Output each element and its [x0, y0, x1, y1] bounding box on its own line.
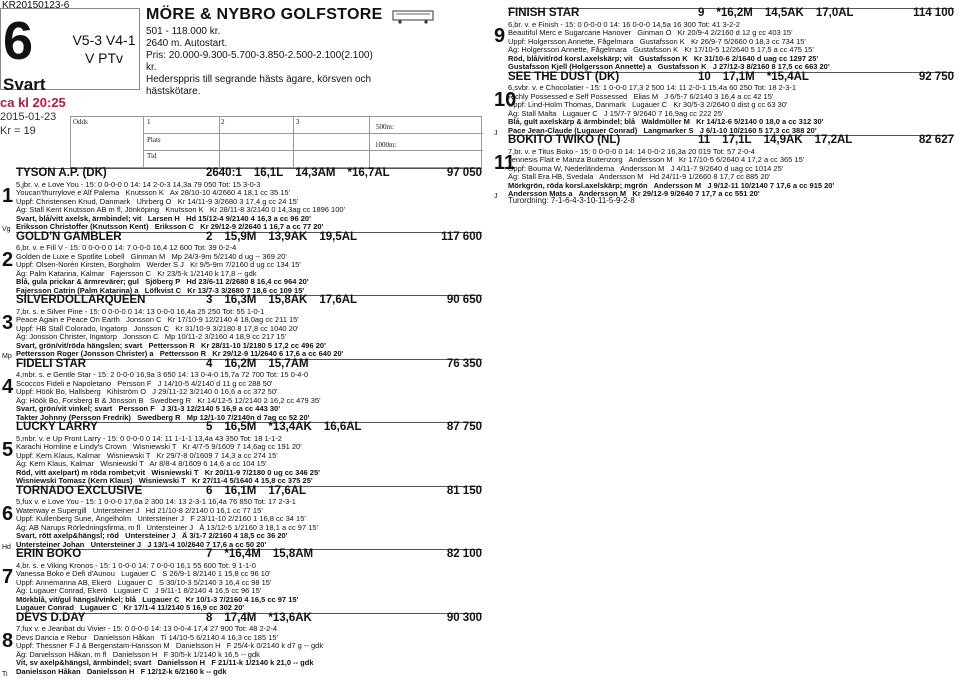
horse-pedigree-line: 5,mbr. v. e Up Front Larry - 15: 0 0-0-0 0 14: 11 1-1-1 13,4a 43 350 Tot: 18 1-1-2 — [16, 434, 282, 443]
horse-info-line: Svart, rött axelp&hängsl; röd Untersteiner J Å 3/1-7 2/2160 4 18,5 cc 36 20' — [16, 532, 288, 540]
start-number: 5 — [2, 439, 14, 461]
horse-info-line: Uppf: Höök Bo, Hallsberg Kihlström Ö J 29/11-12 3/2140 0 16,6 a cc 372 50' — [16, 388, 278, 396]
horse-rec4: 19,5AL — [319, 230, 358, 243]
horse-info-line: Äg: Holgersson Annette, Fågelmara Gustafsson K Kr 17/10-5 12/2640 5 17,5 a cc 475 15' — [508, 46, 814, 54]
horse-rec2: 16,1M — [224, 484, 257, 497]
horse-entry — [2, 167, 482, 233]
horse-name-row — [16, 486, 482, 499]
odds-500m: 500m: — [376, 123, 394, 131]
horse-records — [206, 169, 447, 177]
race-prizes: Pris: 20.000-9.300-5.700-3.850-2.500-2.100(2.100) kr. — [146, 50, 373, 73]
horse-name-row — [508, 135, 954, 148]
horse-rec3: 15,7AM — [268, 357, 309, 370]
horse-name: DEVS D.DAY — [16, 611, 86, 624]
horse-info-line: Uppf: Kern Klaus, Kalmar Wisniewski T Kr 29/7-8 0/1609 7 14,3 a cc 274 15' — [16, 451, 278, 460]
horse-pedigree-line: 6,br. v. e Fill V - 15: 0 0-0-0 0 14: 7 0-0-0 16,4 12 600 Tot: 39 0-2-4 — [16, 244, 237, 252]
horse-rec1: 9 — [698, 7, 705, 19]
horse-info-line: Untersteiner Johan Untersteiner J J 13/1-4 10/2640 7 17,6 a cc 50 20' — [16, 540, 267, 549]
horse-prize: 81 150 — [446, 484, 482, 497]
odds-col-1: 1 — [147, 118, 151, 126]
horse-records — [206, 611, 447, 624]
race-time — [0, 96, 70, 138]
start-number: 10 — [494, 88, 517, 111]
horse-info-line: Uppf: Christensen Knud, Danmark Uhrberg O Kr 14/11-9 3/2680 3 17,4 g cc 24 15' — [16, 197, 299, 206]
horse-rec3: *13,6AK — [268, 611, 312, 624]
horse-rec1: 2640:1 — [206, 167, 242, 179]
horse-records — [206, 550, 447, 558]
race-type-line2: V PTv — [84, 50, 124, 66]
horse-entry — [2, 294, 482, 360]
horse-info-line: Beautiful Merc e Sugarcane Hanover Ginman O Kr 20/9-4 2/2160 d 12 g cc 403 15' — [508, 29, 793, 37]
horse-prize: 90 650 — [446, 294, 482, 306]
horse-records — [698, 70, 919, 83]
race-honor: Hedersppris till segrande hästs ägare, körsven och hästskötare. — [146, 74, 372, 97]
auto-start-car-icon — [392, 8, 436, 24]
horse-rec3: 15,8AM — [272, 548, 314, 560]
race-heading — [146, 6, 386, 98]
horse-pedigree-line: 4,mbr. s. e Gentle Star - 15: 2 0-0-0 16,9a 3 650 14: 13 0-4-0 15,7a 72 700 Tot: 15 0-4-0 — [16, 371, 309, 379]
horse-name: SILVERDOLLARQUEEN — [16, 294, 146, 306]
race-name: MÖRE & NYBRO GOLFSTORE — [146, 6, 383, 23]
race-code: KR20150123-6 — [2, 0, 70, 11]
horse-info-line: Golden de Luxe e Spotlite Lobell Ginman M Mp 24/3-9m 5/2140 d ug -- 369 20' — [16, 252, 287, 261]
horse-prize: 87 750 — [446, 421, 482, 433]
horse-info-line: Svart, grön/vit vinkel; svart Persson F J 3/1-3 12/2140 5 16,9 a cc 443 30' — [16, 405, 281, 413]
horse-info-line: Vanessa Boko e Defi d'Aunou Lugauer C S 26/9-1 8/2140 1 15,8 cc 96 10' — [16, 570, 271, 578]
race-header — [0, 0, 480, 110]
horse-rec1: 10 — [698, 70, 711, 83]
horse-info-line: Äg: Kern Klaus, Kalmar Wisniewski T Ar 8/8-4 8/1609 6 14,6 a cc 104 15' — [16, 460, 267, 468]
race-number: 6 — [3, 11, 34, 71]
horse-info-line: Röd, blå/vit/röd korsl.axelskärp; vit Gustafsson K Kr 31/10-6 2/1640 d uag cc 1297 25' — [508, 54, 819, 63]
horse-info-line: Devs Dancia e Rebur Danielsson Håkan Ti 14/10-5 6/2140 4 16,3 cc 185 15' — [16, 633, 279, 642]
horse-entry — [2, 357, 482, 423]
horse-info-line: Richly Possessed e Self Possessed Elias M J 6/5-7 6/2140 3 16,4 a cc 42 15' — [508, 92, 774, 101]
track-prefix: Ti — [2, 670, 8, 678]
horse-rec2: 16,5M — [224, 421, 257, 433]
race-date: 2015-01-23 — [0, 111, 57, 123]
horse-info-line: Lugauer Conrad Lugauer C Kr 17/1-4 11/2140 5 16,9 cc 302 20' — [16, 604, 245, 612]
start-number: 7 — [2, 566, 14, 588]
horse-records — [206, 230, 441, 243]
horse-rec1: 7 — [206, 548, 213, 560]
race-prize-class: 501 - 118.000 kr. — [146, 26, 221, 37]
horse-name-row — [16, 232, 482, 245]
horse-info-line: Wisniewski Tomasz (Kern Klaus) Wisniewski T Kr 27/11-4 5/1640 4 15,8 cc 375 25' — [16, 477, 313, 485]
horse-name: FINISH STAR — [508, 7, 580, 19]
horse-prize: 90 300 — [446, 611, 482, 624]
horse-info-line: Äg: Lugauer Conrad, Ekerö Lugauer C J 9/11-1 8/2140 4 16,5 cc 96 15' — [16, 587, 262, 595]
horse-records — [206, 484, 447, 497]
odds-col-3: 3 — [296, 118, 300, 126]
horse-rec3: *15,4AL — [766, 70, 809, 83]
horse-entry — [2, 548, 482, 613]
race-type-line1: V5-3 V4-1 — [72, 32, 136, 48]
horse-records — [698, 9, 913, 17]
start-number: 1 — [2, 185, 14, 207]
horse-info-line: Äg: Stall Kent Knutsson AB m fl, Jönköping Knutsson K Kr 28/11-8 3/2140 0 14,3ag cc 1896 100' — [16, 206, 346, 214]
horse-pedigree-line: 7,fux v. e Jeanbat du Vivier - 15: 0 0-0-0 14: 13 0-0-4 17,4 27 900 Tot: 48 2-2-4 — [16, 625, 278, 633]
track-prefix: Hd — [2, 543, 11, 551]
horse-rec1: 3 — [206, 294, 213, 306]
horse-rec2: 16,2M — [224, 357, 257, 370]
horse-info-line: Takter Johnny (Persson Fredrik) Swedberg R Mp 12/1-10 7/2140n d 7ag cc 52 20' — [16, 413, 310, 422]
start-number: 3 — [2, 312, 14, 334]
horse-records — [698, 136, 919, 144]
horse-records — [206, 296, 447, 304]
horse-name-row — [16, 549, 482, 562]
horse-name: SEE THE DUST (DK) — [508, 70, 620, 83]
horse-info-line: Uppf: Olsen-Norén Kirsten, Borgholm Werder S J Kr 9/5-9m 7/2160 d ug cc 134 15' — [16, 261, 301, 269]
horse-info-line: Blå, gula prickar & ärmrevärer; gul Sjöberg P Hd 23/6-11 2/2680 8 16,4 cc 964 20' — [16, 278, 309, 286]
horse-info-line: Blå, gult axelskärp & ärmbindel; blå Waldmüller M Kr 14/12-6 5/2140 0 18,0 a cc 312 30' — [508, 118, 824, 126]
horse-rec3: 14,5AK — [764, 7, 804, 19]
horse-info-line: Danielsson Håkan Danielsson H F 12/12-k 6/2160 k -- gdk — [16, 667, 227, 676]
horse-rec1: 2 — [206, 230, 213, 243]
horse-list-left — [2, 167, 482, 678]
horse-rec3: *13,4AK — [268, 421, 312, 433]
horse-info-line: Äg: Jonsson Christer, Ingatorp Jonsson C Mp 10/11-2 3/2160 4 18,9 cc 217 15' — [16, 333, 287, 341]
horse-pedigree-line: 6,br. v. e Finish - 15: 0 0-0-0 0 14: 16 0-0-0 14,5a 16 300 Tot: 41 3-2-2 — [508, 20, 740, 29]
race-distance: 2640 m. Autostart. — [146, 38, 228, 49]
horse-prize: 82 100 — [446, 548, 482, 560]
horse-rec3: 14,3AM — [295, 167, 336, 179]
horse-rec3: 17,6AL — [268, 484, 307, 497]
horse-name-row — [16, 295, 482, 308]
start-number: 8 — [2, 629, 14, 652]
horse-entry — [494, 7, 954, 72]
horse-pedigree-line: 6,svbr. v. e Chocolatier - 15: 1 0-0-0 17,3 2 500 14: 11 2-0-1 15,4a 60 250 Tot: 18 2-3-1 — [508, 84, 797, 92]
horse-rec1: 5 — [206, 421, 213, 433]
horse-info-line: Jennesis Flait e Manza Buitenzorg Andersson M Kr 17/10-5 6/2640 4 17,2 a cc 365 15' — [508, 156, 805, 164]
horse-name: BOKITO TWIKO (NL) — [508, 134, 621, 146]
track-prefix: J — [494, 129, 498, 137]
horse-prize: 97 050 — [446, 167, 482, 179]
horse-info-line: Peace Again e Peace On Earth Jonsson C Kr 17/10-9 12/2140 4 18,0ag cc 211 15' — [16, 316, 299, 324]
horse-entry — [494, 70, 954, 137]
horse-name-row — [16, 168, 482, 181]
horse-pedigree-line: 4,br. s. e Viking Kronos - 15: 1 0-0-0 14: 7 0-0-0 16,1 55 600 Tot: 9 1-1-0 — [16, 561, 256, 570]
horse-rec2: 17,1M — [722, 70, 755, 83]
start-number: 4 — [2, 375, 14, 398]
horse-info-line: Äg: Danielsson Håkan, m fl Danielsson H F 30/5-k 1/2140 k 16,5 -- gdk — [16, 650, 260, 659]
horse-rec1: 8 — [206, 611, 213, 624]
horse-rec2: 15,9M — [224, 230, 257, 243]
horse-info-line: Uppf: HB Stall Colorado, Ingatorp Jonsson C Kr 31/10-9 3/2180 8 17,8 cc 1040 20' — [16, 324, 299, 333]
horse-info-line: Äg: Palm Katarina, Kalmar Fajersson C Kr 23/5-k 1/2140 k 17,8 -- gdk — [16, 269, 257, 278]
horse-rec3: 15,8AK — [268, 294, 308, 306]
horse-entry — [2, 230, 482, 296]
horse-name: LUCKY LARRY — [16, 421, 98, 433]
horse-rec2: 17,1L — [722, 134, 752, 146]
horse-rec2: 16,3M — [224, 294, 257, 306]
horse-info-line: Waterway e Supergill Untersteiner J Hd 21/10-8 2/2140 0 16,1 cc 77 15' — [16, 506, 263, 515]
horse-info-line: Uppf: Lind-Holm Thomas, Danmark Lugauer C Kr 30/5-3 2/2640 0 dist g cc 63 30' — [508, 101, 788, 109]
horse-rec1: 11 — [698, 134, 711, 146]
horse-rec2: 17,4M — [224, 611, 257, 624]
odds-tid: Tid — [147, 152, 157, 160]
horse-records — [206, 423, 447, 431]
horse-prize: 92 750 — [918, 70, 954, 83]
horse-info-line: Scoccos Fideli e Napoletano Persson F J 14/10-5 4/2140 d 11 g cc 288 50' — [16, 379, 273, 388]
horse-pedigree-line: 7,br. v. e Titus Boko - 15: 0 0-0-0 0 14: 14 0-0-2 16,3a 20 019 Tot: 57 2-0-4 — [508, 147, 755, 156]
horse-info-line: Uppf: Bouma W, Nederländerna Andersson M J 4/11-7 9/2640 d uag cc 1014 25' — [508, 164, 784, 173]
horse-rec2: *16,4M — [224, 548, 261, 560]
horse-info-line: Äg: Stall Era HB, Svedala Andersson M Hd 24/11-9 1/2660 8 17,7 cc 885 20' — [508, 173, 771, 181]
horse-info-line: Fajersson Catrin (Palm Katarina) a Löfkvist C Kr 13/7-3 3/2680 7 18,6 cc 109 15' — [16, 286, 305, 295]
horse-name: FIDELI STAR — [16, 357, 87, 370]
track-prefix: Vg — [2, 226, 11, 233]
horse-pedigree-line: 5,fux v. e Love You - 15: 1 0-0-0 17,6a 2 300 14: 13 2-3-1 16,4a 76 850 Tot: 17 2-3-1 — [16, 498, 296, 506]
horse-name-row — [508, 72, 954, 85]
horse-info-line: Gustafsson Kjell (Holgersson Annette) a Gustafsson K J 27/12-3 8/2160 8 17,5 cc 663 20' — [508, 63, 830, 71]
odds-col-2: 2 — [221, 118, 225, 126]
horse-rec4: *16,7AL — [347, 167, 390, 179]
horse-name: TORNADO EXCLUSIVE — [16, 484, 143, 497]
track-prefix: Mp — [2, 353, 12, 360]
horse-rec2: 16,1L — [253, 167, 284, 179]
horse-rec1: 6 — [206, 484, 213, 497]
horse-rec3: 14,9AK — [763, 134, 803, 146]
start-number: 2 — [2, 248, 14, 271]
odds-label: Odds — [73, 118, 88, 126]
horse-info-line: Uppf: Holgersson Annette, Fågelmara Gustafsson K Kr 26/9-7 5/2660 0 18,3 cc 734 15' — [508, 37, 806, 46]
horse-info-line: Pace Jean-Claude (Lugauer Conrad) Langmarker S J 6/1-10 10/2160 5 17,3 cc 388 20' — [508, 126, 817, 135]
horse-rec2: *16,2M — [716, 7, 753, 19]
start-number: 11 — [494, 152, 516, 174]
horse-prize: 117 600 — [441, 230, 482, 243]
start-time: ca kl 20:25 — [0, 95, 66, 110]
odds-1000m: 1000m: — [375, 141, 397, 149]
horse-rec4: 17,0AL — [815, 7, 854, 19]
horse-entry — [2, 421, 482, 486]
horse-info-line: Uppf: Annemanna AB, Ekerö Lugauer C S 30/10-3 5/2140 3 16,4 cc 98 15' — [16, 578, 272, 587]
turordning: Turordning: 7-1-6-4-3-10-11-5-9-2-8 — [508, 196, 635, 205]
horse-info-line: Svart, grön/vit/röda hängslen; svart Pettersson R Kr 28/11-10 1/2180 5 17,2 cc 496 20' — [16, 341, 326, 350]
horse-info-line: Uppf: Kullenberg Sune, Ängelholm Untersteiner J F 23/11-10 2/2160 1 16,8 cc 34 15' — [16, 515, 306, 523]
horse-info-line: Andersson Mats a Andersson M Kr 29/12-9 9/2640 7 17,7 a cc 551 20' — [508, 190, 760, 198]
horse-rec4: 17,2AL — [814, 134, 853, 146]
horse-entry — [2, 484, 482, 551]
horse-rec1: 4 — [206, 357, 213, 370]
horse-info-line: Karachi Hornline e Lindy's Crown Wisniewski T Kr 4/7-5 9/1609 7 14,6ag cc 191 20' — [16, 443, 302, 451]
horse-info-line: Youcan'thurrylove e Alf Palema Knutsson K Ax 28/10-10 4/2660 4 18,1 cc 35 15' — [16, 189, 291, 197]
horse-info-line: Röd, vitt axelpart) m röda rombet;vit Wisniewski T Kr 20/11-9 7/2180 0 ug cc 346 25' — [16, 468, 320, 477]
horse-name-row — [508, 8, 954, 21]
start-number: 9 — [494, 25, 506, 47]
race-type — [69, 31, 139, 67]
horse-info-line: Mörkblå, vit/gul hängsl/vinkel; blå Lugauer C Kr 10/1-3 7/2160 4 16,5 cc 97 15' — [16, 595, 299, 604]
horse-records — [206, 357, 447, 370]
horse-rec3: 13,9AK — [268, 230, 308, 243]
odds-grid — [70, 116, 482, 168]
horse-name: TYSON A.P. (DK) — [16, 167, 107, 179]
race-number-box — [0, 8, 140, 94]
horse-pedigree-line: 7,br. s. e Silver Pine - 15: 0 0-0-0 0 14: 13 0-0-0 16,4a 25 250 Tot: 55 1-0-1 — [16, 307, 265, 316]
horse-prize: 82 627 — [918, 134, 954, 146]
horse-prize: 76 350 — [446, 357, 482, 370]
horse-rec4: 17,6AL — [319, 294, 358, 306]
horse-rec4: 16,6AL — [323, 421, 362, 433]
horse-info-line: Pettersson Roger (Jonsson Christer) a Pettersson R Kr 29/12-9 11/2640 6 17,6 a cc 640 20' — [16, 350, 344, 358]
horse-entry — [494, 134, 954, 200]
horse-name-row — [16, 422, 482, 435]
horse-info-line: Äg: Stall Malta Lugauer C J 15/7-7 9/2640 7 16,9ag cc 222 25' — [508, 109, 724, 118]
horse-prize: 114 100 — [913, 7, 954, 19]
horse-list-right — [494, 7, 954, 200]
horse-name: GOLD'N GAMBLER — [16, 230, 122, 243]
horse-pedigree-line: 5,jbr. v. e Love You - 15: 0 0-0-0 0 14: 14 2-0-3 14,3a 79 050 Tot: 15 3-0-3 — [16, 180, 261, 189]
horse-info-line: Äg: Höök Bo, Forsberg B & Jönsson B Swedberg R Kr 14/12-5 12/2140 2 16,2 cc 479 35' — [16, 396, 321, 405]
horse-entry — [2, 611, 482, 678]
race-track-color: Svart — [3, 75, 46, 94]
track-prefix: J — [494, 193, 498, 200]
race-kr: Kr = 19 — [0, 125, 36, 137]
horse-name: ERIN BOKO — [16, 548, 82, 560]
horse-info-line: Uppf: Thessner F J & Bergenstam-Hansson M Danielsson H F 25/4-k 0/2140 k d7 g -- gdk — [16, 642, 324, 650]
start-number: 6 — [2, 502, 14, 525]
horse-info-line: Äg: AB Narups Rörledningsfirma, m fl Untersteiner J Å 13/12-5 1/2160 3 18,1 a cc 97 15' — [16, 523, 319, 532]
horse-info-line: Eriksson Christoffer (Knutsson Kent) Eriksson C Kr 29/12-9 2/2640 1 16,7 a cc 77 20' — [16, 223, 324, 231]
horse-info-line: Mörkgrön, röda korsl.axelskärp; mgrön Andersson M J 9/12-11 10/2140 7 17,6 a cc 915 20' — [508, 181, 835, 190]
horse-info-line: Svart, blå/vitt axelsk, ärmbindel; vit Larsen H Hd 15/12-4 9/2140 4 16,3 a cc 96 20' — [16, 214, 311, 223]
race-info — [146, 26, 386, 98]
horse-name-row — [16, 613, 482, 626]
horse-info-line: Vit, sv axelp&hängsl, ärmbindel; svart Danielsson H F 21/11-k 1/2140 k 21,0 -- gdk — [16, 659, 314, 667]
horse-name-row — [16, 359, 482, 372]
odds-plats: Plats — [147, 136, 161, 144]
